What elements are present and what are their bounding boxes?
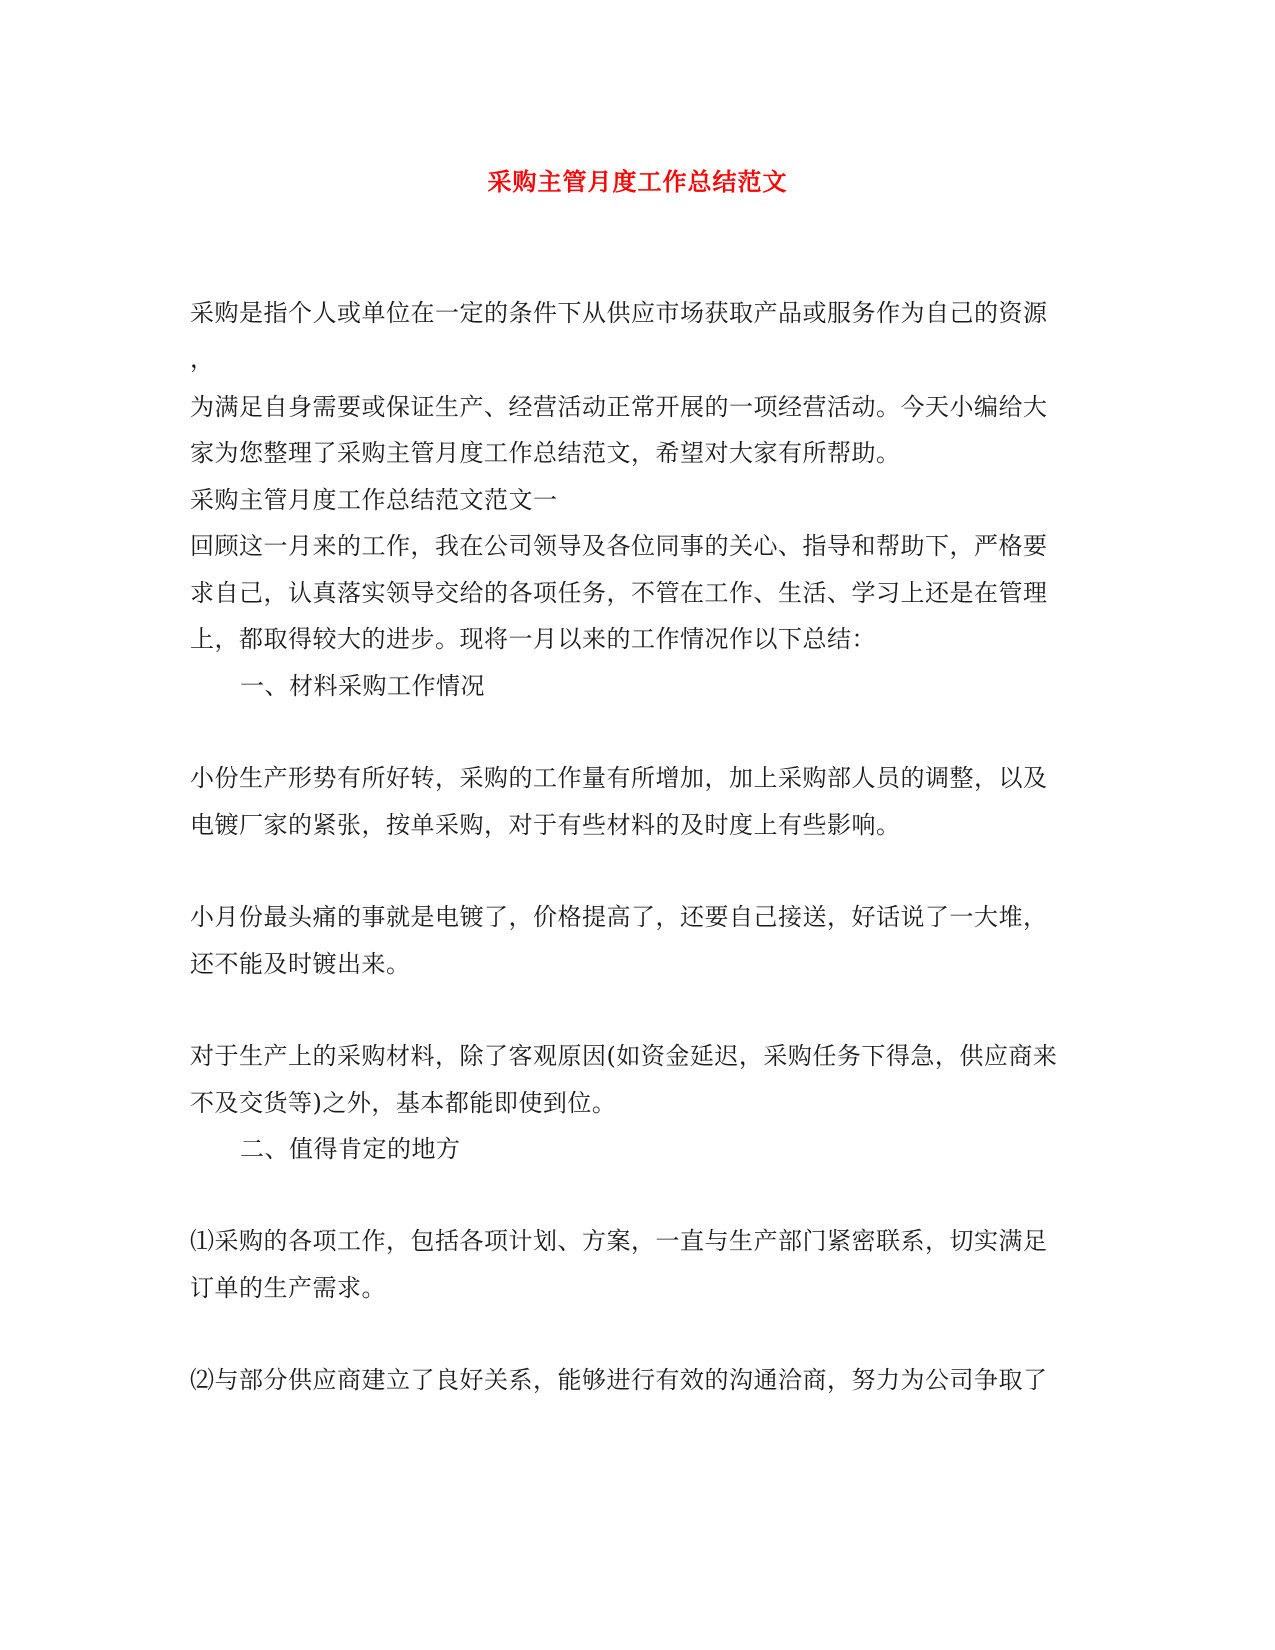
paragraph-line: 电镀厂家的紧张，按单采购，对于有些材料的及时度上有些影响。 xyxy=(190,811,901,839)
section-heading: 一、材料采购工作情况 xyxy=(240,672,485,700)
paragraph-line: 订单的生产需求。 xyxy=(190,1274,386,1302)
paragraph-line: 上，都取得较大的进步。现将一月以来的工作情况作以下总结： xyxy=(190,625,876,653)
paragraph-line: 对于生产上的采购材料，除了客观原因(如资金延迟，采购任务下得急，供应商来 xyxy=(190,1042,1058,1070)
paragraph-line: 为满足自身需要或保证生产、经营活动正常开展的一项经营活动。今天小编给大 xyxy=(190,393,1048,421)
paragraph-line: ， xyxy=(190,345,215,373)
paragraph-line: 回顾这一月来的工作，我在公司领导及各位同事的关心、指导和帮助下，严格要 xyxy=(190,532,1048,560)
paragraph-line: 采购是指个人或单位在一定的条件下从供应市场获取产品或服务作为自己的资源 xyxy=(190,299,1048,327)
paragraph-line: 不及交货等)之外，基本都能即使到位。 xyxy=(190,1089,617,1117)
paragraph-line: 小月份最头痛的事就是电镀了，价格提高了，还要自己接送，好话说了一大堆， xyxy=(190,903,1048,931)
section-heading: 采购主管月度工作总结范文范文一 xyxy=(190,486,558,514)
paragraph-line: 家为您整理了采购主管月度工作总结范文，希望对大家有所帮助。 xyxy=(190,439,901,467)
paragraph-line: ⑵与部分供应商建立了良好关系，能够进行有效的沟通洽商，努力为公司争取了 xyxy=(190,1366,1048,1394)
section-heading: 二、值得肯定的地方 xyxy=(240,1135,461,1163)
paragraph-line: 还不能及时镀出来。 xyxy=(190,950,411,978)
paragraph-line: 求自己，认真落实领导交给的各项任务，不管在工作、生活、学习上还是在管理 xyxy=(190,579,1048,607)
paragraph-line: 小份生产形势有所好转，采购的工作量有所增加，加上采购部人员的调整，以及 xyxy=(190,764,1048,792)
document-title: 采购主管月度工作总结范文 xyxy=(487,167,788,196)
paragraph-line: ⑴采购的各项工作，包括各项计划、方案，一直与生产部门紧密联系，切实满足 xyxy=(190,1227,1048,1255)
